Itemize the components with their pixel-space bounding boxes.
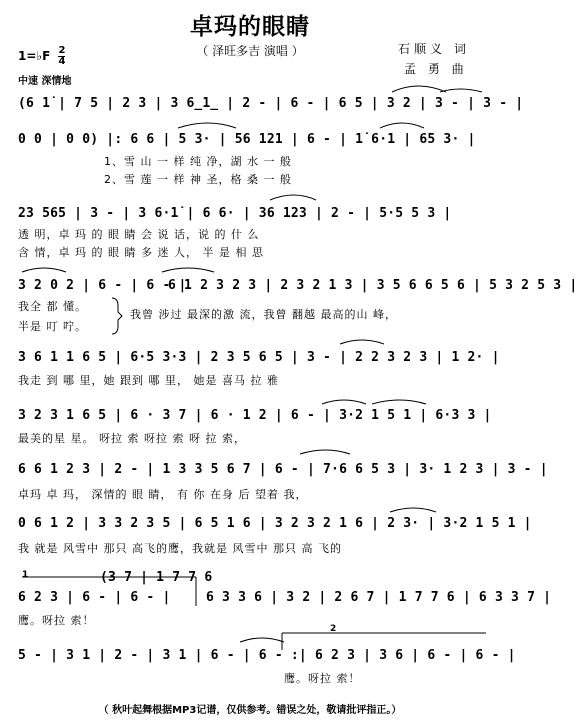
volta-1-label: 1	[22, 570, 29, 580]
time-bottom: 4	[58, 56, 66, 67]
notation-row-1: (6 1̇ | 7 5 | 2 3 | 3 6̲1̲ | 2 - | 6 - | 6 5 | 3 2 | 3 - | 3 - |	[18, 96, 524, 111]
lyricist-credit: 石顺义 词	[398, 42, 470, 56]
lyric-line: 鹰。呀拉 索！	[284, 672, 361, 685]
notation-row-9b: 6 3 3 6 | 3 2 | 2 6 7 | 1 7 7 6 | 6 3 3 7 |	[206, 590, 552, 605]
time-signature	[58, 46, 65, 67]
lyric-line: 我曾 涉过 最深的激 流，我曾 翻越 最高的山 峰，	[130, 308, 397, 321]
slur-mark	[322, 400, 366, 404]
slur-mark	[392, 86, 446, 92]
slur-mark	[178, 123, 236, 128]
slur-mark	[440, 89, 482, 92]
lyric-line: 我 就是 风雪中 那只 高飞的鹰，我就是 风雪中 那只 高 飞的	[18, 542, 342, 555]
time-top: 2	[58, 45, 66, 56]
lyric-line: 卓玛 卓 玛， 深情的 眼 睛， 有 你 在身 后 望着 我，	[18, 488, 308, 501]
song-title: 卓玛的眼睛	[190, 14, 310, 40]
slur-mark	[380, 123, 424, 128]
lyric-line: 2、雪 莲 一 样 神 圣，格 桑 一 般	[104, 173, 292, 186]
volta-2-label: 2	[330, 624, 337, 634]
notation-row-4: 3 2 0 2 | 6 - | 6 - |	[18, 278, 187, 293]
performer-subtitle: （ 泽旺多吉 演唱 ）	[196, 44, 304, 58]
notation-row-4b: 6 1 2 3 2 3 | 2 3 2 1 3 | 3 5 6 6 5 6 | 5 3 2 5 3 |	[168, 278, 577, 293]
slur-mark	[22, 268, 66, 272]
notation-row-8: 0 6 1 2 | 3 3 2 3 5 | 6 5 1 6 | 3 2 3 2 1 6 | 2 3· | 3·2 1 5 1 |	[18, 516, 532, 531]
notation-row-6: 3 2 3 1 6 5 | 6 · 3 7 | 6 · 1 2 | 6 - | 3·2 1 5 1 | 6·3 3 |	[18, 408, 492, 423]
tempo-marking: 中速 深情地	[18, 76, 72, 87]
slur-mark	[340, 340, 384, 344]
bracket-mark	[112, 298, 122, 334]
slur-mark	[162, 268, 214, 272]
notation-row-9: 6 2 3 | 6 - | 6 - |	[18, 590, 171, 605]
slur-mark	[390, 508, 436, 512]
composer-credit: 孟 勇 曲	[404, 62, 468, 76]
slur-mark	[240, 638, 284, 642]
notation-row-7: 6 6 1 2 3 | 2 - | 1 3 3 5 6 7 | 6 - | 7·6 6 5 3 | 3· 1 2 3 | 3 - |	[18, 462, 548, 477]
slur-mark	[270, 195, 316, 200]
key-signature	[18, 46, 65, 67]
lyric-line: 透 明，卓 玛 的 眼 睛 会 说 话，说 的 什 么	[18, 228, 260, 241]
lyric-line: 鹰。呀拉 索！	[18, 614, 95, 627]
slur-mark	[372, 400, 426, 404]
slur-mark	[300, 450, 350, 454]
notation-row-10: 5 - | 3 1 | 2 - | 3 1 | 6 - | 6 - :| 6 2 3 | 3 6 | 6 - | 6 - |	[18, 648, 516, 663]
lyric-line: 半是 叮 咛。	[18, 320, 87, 333]
lyric-line: 最美的星 星。 呀拉 索 呀拉 索 呀 拉 索，	[18, 432, 246, 445]
lyric-line: 我走 到 哪 里，她 跟到 哪 里， 她是 喜马 拉 雅	[18, 374, 279, 387]
transcription-note: （ 秋叶起舞根据MP3记谱，仅供参考。错误之处，敬请批评指正。）	[98, 705, 402, 716]
key-label: 1=♭F	[18, 49, 51, 63]
notation-row-5: 3 6 1 1 6 5 | 6·5 3·3 | 2 3 5 6 5 | 3 - | 2 2 3 2 3 | 1 2· |	[18, 350, 500, 365]
notation-row-2: 0 0 | 0 0) |: 6 6 | 5 3· | 56 121 | 6 - | 1̇ 6·1 | 65 3· |	[18, 132, 476, 147]
lyric-line: 我全 都 懂。	[18, 300, 87, 313]
lyric-line: 含 情，卓 玛 的 眼 睛 多 迷 人， 半 是 相 思	[18, 246, 264, 259]
parenthetical-notes: (3 7 | 1 7 7 6	[100, 570, 213, 585]
lyric-line: 1、雪 山 一 样 纯 净，湖 水 一 般	[104, 155, 292, 168]
notation-row-3: 23 565 | 3 - | 3 6·1̇ | 6 6· | 36 123 | 2 - | 5·5 5 3 |	[18, 206, 452, 221]
